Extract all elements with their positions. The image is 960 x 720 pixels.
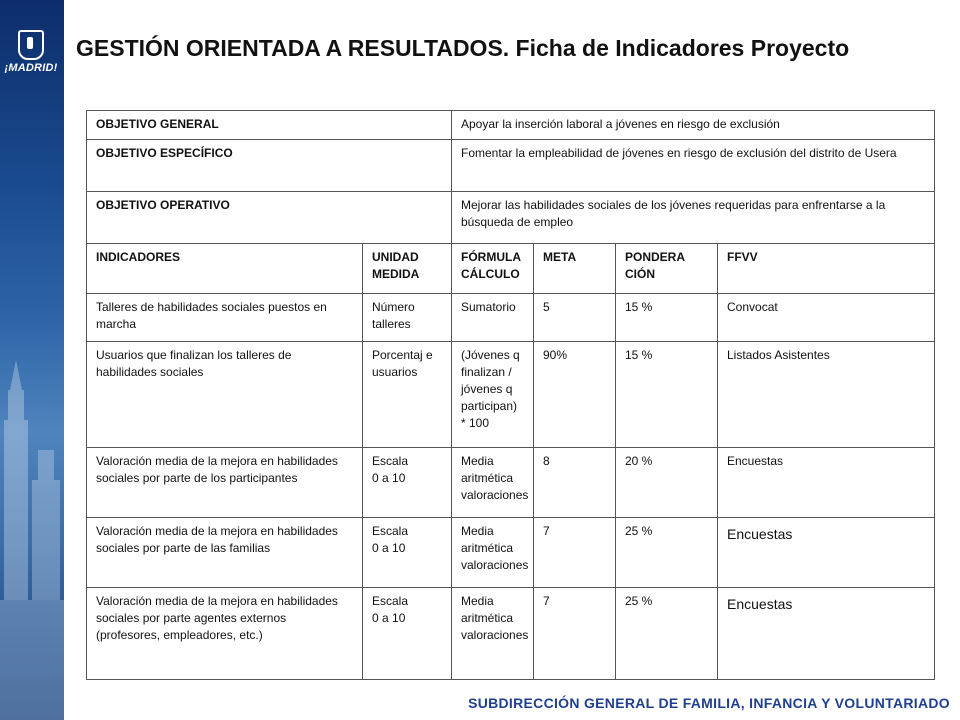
header-row: [87, 244, 935, 294]
objective-value: Apoyar la inserción laboral a jóvenes en riesgo de exclusión: [452, 111, 935, 140]
table-cell: Listados Asistentes: [718, 342, 935, 448]
table-cell: Media aritmética valoraciones: [452, 588, 534, 680]
table-cell: 7: [534, 518, 616, 588]
objective-label: OBJETIVO ESPECÍFICO: [87, 140, 452, 192]
madrid-logo: [2, 30, 60, 84]
table-cell: Escala 0 a 10: [363, 518, 452, 588]
objective-value: Fomentar la empleabilidad de jóvenes en riesgo de exclusión del distrito de Usera: [452, 140, 935, 192]
column-header: META: [534, 244, 616, 294]
table-cell: Media aritmética valoraciones: [452, 518, 534, 588]
table-cell: Escala 0 a 10: [363, 448, 452, 518]
page-title: GESTIÓN ORIENTADA A RESULTADOS. Ficha de Indicadores Proyecto: [76, 35, 850, 61]
table-cell: 90%: [534, 342, 616, 448]
table-cell: 15 %: [616, 342, 718, 448]
objective-row: [87, 140, 935, 192]
city-skyline-image: [0, 300, 64, 720]
table-cell: Sumatorio: [452, 294, 534, 342]
objective-value: Mejorar las habilidades sociales de los jóvenes requeridas para enfrentarse a la búsqueda de empleo: [452, 192, 935, 244]
table-cell: Escala 0 a 10: [363, 588, 452, 680]
objective-row: [87, 111, 935, 140]
logo-text: ¡MADRID!: [4, 62, 58, 74]
table-cell: (Jóvenes q finalizan / jóvenes q participan) * 100: [452, 342, 534, 448]
table-cell: Porcentaj e usuarios: [363, 342, 452, 448]
table-cell: 5: [534, 294, 616, 342]
table-cell: Encuestas: [718, 448, 935, 518]
sidebar-banner: [0, 0, 64, 720]
table-row: [87, 588, 935, 680]
table-row: [87, 448, 935, 518]
table-row: [87, 342, 935, 448]
column-header: UNIDAD MEDIDA: [363, 244, 452, 294]
footer-department: SUBDIRECCIÓN GENERAL DE FAMILIA, INFANCIA Y VOLUNTARIADO: [468, 695, 950, 711]
table-cell: 7: [534, 588, 616, 680]
table-cell: Encuestas: [718, 518, 935, 588]
objective-label: OBJETIVO GENERAL: [87, 111, 452, 140]
indicators-table: [86, 110, 935, 680]
table-cell: Valoración media de la mejora en habilidades sociales por parte agentes externos (profesores, empleadores, etc.): [87, 588, 363, 680]
column-header: INDICADORES: [87, 244, 363, 294]
table-cell: Número talleres: [363, 294, 452, 342]
objective-row: [87, 192, 935, 244]
madrid-crest-icon: [18, 30, 44, 60]
table-cell: Usuarios que finalizan los talleres de habilidades sociales: [87, 342, 363, 448]
table-cell: Encuestas: [718, 588, 935, 680]
table-cell: 25 %: [616, 588, 718, 680]
table-cell: 8: [534, 448, 616, 518]
table-row: [87, 518, 935, 588]
table-cell: Convocat: [718, 294, 935, 342]
column-header: FÓRMULA CÁLCULO: [452, 244, 534, 294]
column-header: FFVV: [718, 244, 935, 294]
table-cell: 20 %: [616, 448, 718, 518]
table-cell: Valoración media de la mejora en habilidades sociales por parte de los participantes: [87, 448, 363, 518]
table-cell: Valoración media de la mejora en habilidades sociales por parte de las familias: [87, 518, 363, 588]
objective-label: OBJETIVO OPERATIVO: [87, 192, 452, 244]
table-cell: Media aritmética valoraciones: [452, 448, 534, 518]
table-cell: 15 %: [616, 294, 718, 342]
table-row: [87, 294, 935, 342]
table-cell: 25 %: [616, 518, 718, 588]
column-header: PONDERA CIÓN: [616, 244, 718, 294]
table-cell: Talleres de habilidades sociales puestos en marcha: [87, 294, 363, 342]
